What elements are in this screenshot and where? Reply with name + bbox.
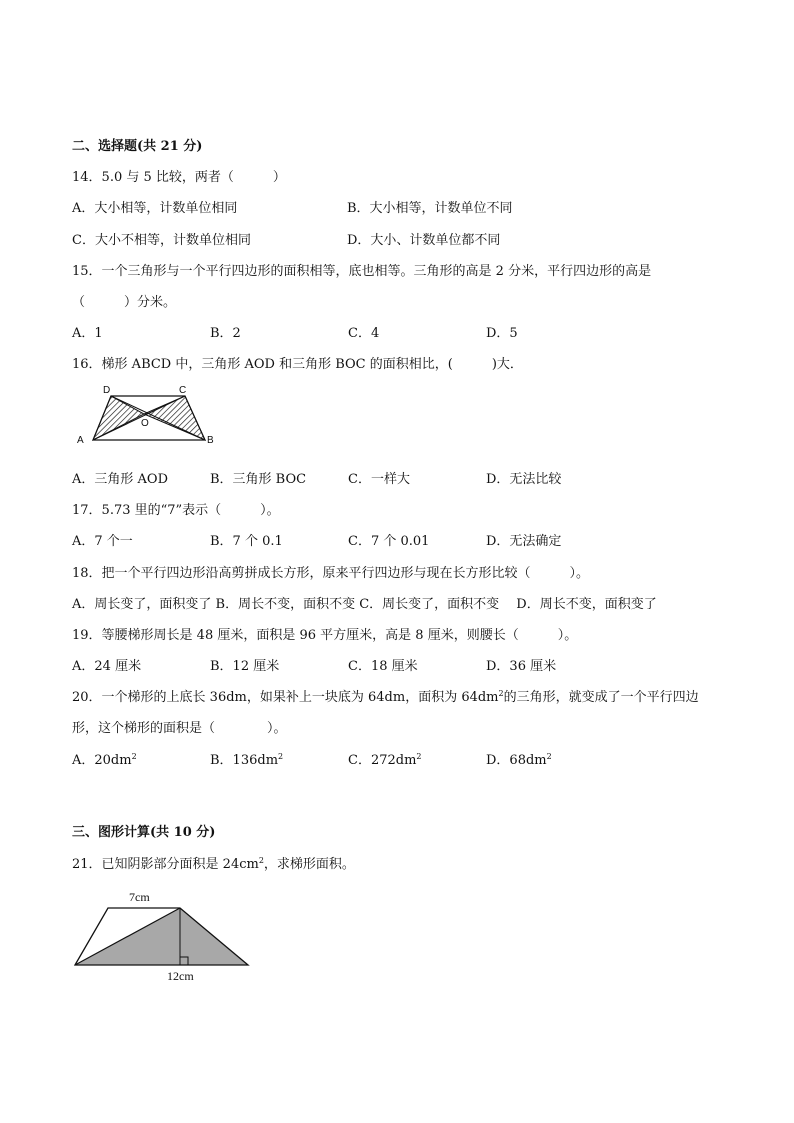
question-16-stem: 16．梯形 ABCD 中，三角形 AOD 和三角形 BOC 的面积相比，( )大． xyxy=(72,357,523,372)
question-16-option-c: C．一样大 xyxy=(348,472,410,487)
question-19-option-b: B．12 厘米 xyxy=(210,659,280,674)
question-20-option-a: A．$20dm^2$ xyxy=(72,752,137,768)
question-15-option-c: C．4 xyxy=(348,326,380,341)
question-17-stem: 17．5.73 里的“7”表示（ ）。 xyxy=(72,503,280,518)
question-19-option-c: C．18 厘米 xyxy=(348,659,418,674)
question-16-option-b: B．三角形 BOC xyxy=(210,472,307,487)
question-20-option-d: D．$68dm^2$ xyxy=(486,752,552,768)
question-14-option-d: D．大小、计数单位都不同 xyxy=(347,233,501,248)
question-20-option-c: C．$272dm^2$ xyxy=(348,752,422,768)
vertex-label-d: D xyxy=(103,385,111,396)
question-17-option-c: C．7 个 0.01 xyxy=(348,534,430,549)
question-16-option-a: A．三角形 AOD xyxy=(72,472,168,487)
section-heading-figure-calc: 三、图形计算(共 10 分) xyxy=(72,825,216,840)
vertex-label-o: O xyxy=(141,418,149,429)
question-19-stem: 19．等腰梯形周长是 48 厘米，面积是 96 平方厘米，高是 8 厘米，则腰长（ ）。 xyxy=(72,628,578,643)
question-20-option-b: B．$136dm^2$ xyxy=(210,752,284,768)
question-19-option-d: D．36 厘米 xyxy=(486,659,557,674)
question-14-option-c: C．大小不相等，计数单位相同 xyxy=(72,233,251,248)
triangle-aod-shaded xyxy=(93,396,144,440)
triangle-boc-shaded xyxy=(144,396,205,440)
section-heading-choice: 二、选择题(共 21 分) xyxy=(72,139,203,154)
bottom-base-label: 12cm xyxy=(167,969,194,983)
question-20-stem-line1: 20．一个梯形的上底长 36dm，如果补上一块底为 64dm，面积为 $64dm^2$的三角形，就变成了一个平行四边 xyxy=(72,689,699,705)
question-15-stem-line1: 15．一个三角形与一个平行四边形的面积相等，底也相等。三角形的高是 2 分米，平行四边形的高是 xyxy=(72,264,652,279)
question-20-stem-line2: 形，这个梯形的面积是（ ）。 xyxy=(72,721,287,736)
question-17-option-d: D．无法确定 xyxy=(486,534,562,549)
question-17-option-b: B．7 个 0.1 xyxy=(210,534,283,549)
vertex-label-b: B xyxy=(207,435,214,446)
trapezoid-abcd-figure xyxy=(72,380,222,450)
question-15-option-b: B．2 xyxy=(210,326,241,341)
question-21-stem: 21．已知阴影部分面积是 $24cm^2$，求梯形面积。 xyxy=(72,856,355,872)
question-15-option-a: A．1 xyxy=(72,326,103,341)
question-19-option-a: A．24 厘米 xyxy=(72,659,142,674)
question-15-option-d: D．5 xyxy=(486,326,518,341)
trapezoid-shaded-figure xyxy=(70,885,255,985)
vertex-label-a: A xyxy=(77,435,84,446)
top-base-label: 7cm xyxy=(129,890,150,904)
vertex-label-c: C xyxy=(179,385,187,396)
question-14-option-b: B．大小相等，计数单位不同 xyxy=(347,201,513,216)
question-14-option-a: A．大小相等，计数单位相同 xyxy=(72,201,238,216)
shaded-triangle xyxy=(75,908,248,965)
question-16-option-d: D．无法比较 xyxy=(486,472,562,487)
question-18-options: A．周长变了，面积变了 B．周长不变，面积不变 C．周长变了，面积不变 D．周长不变，面积变了 xyxy=(72,597,657,612)
question-17-option-a: A．7 个一 xyxy=(72,534,133,549)
question-15-stem-line2: （ ）分米。 xyxy=(72,295,177,310)
question-18-stem: 18．把一个平行四边形沿高剪拼成长方形，原来平行四边形与现在长方形比较（ ）。 xyxy=(72,566,590,581)
question-14-stem: 14．5.0 与 5 比较，两者（ ） xyxy=(72,170,286,185)
